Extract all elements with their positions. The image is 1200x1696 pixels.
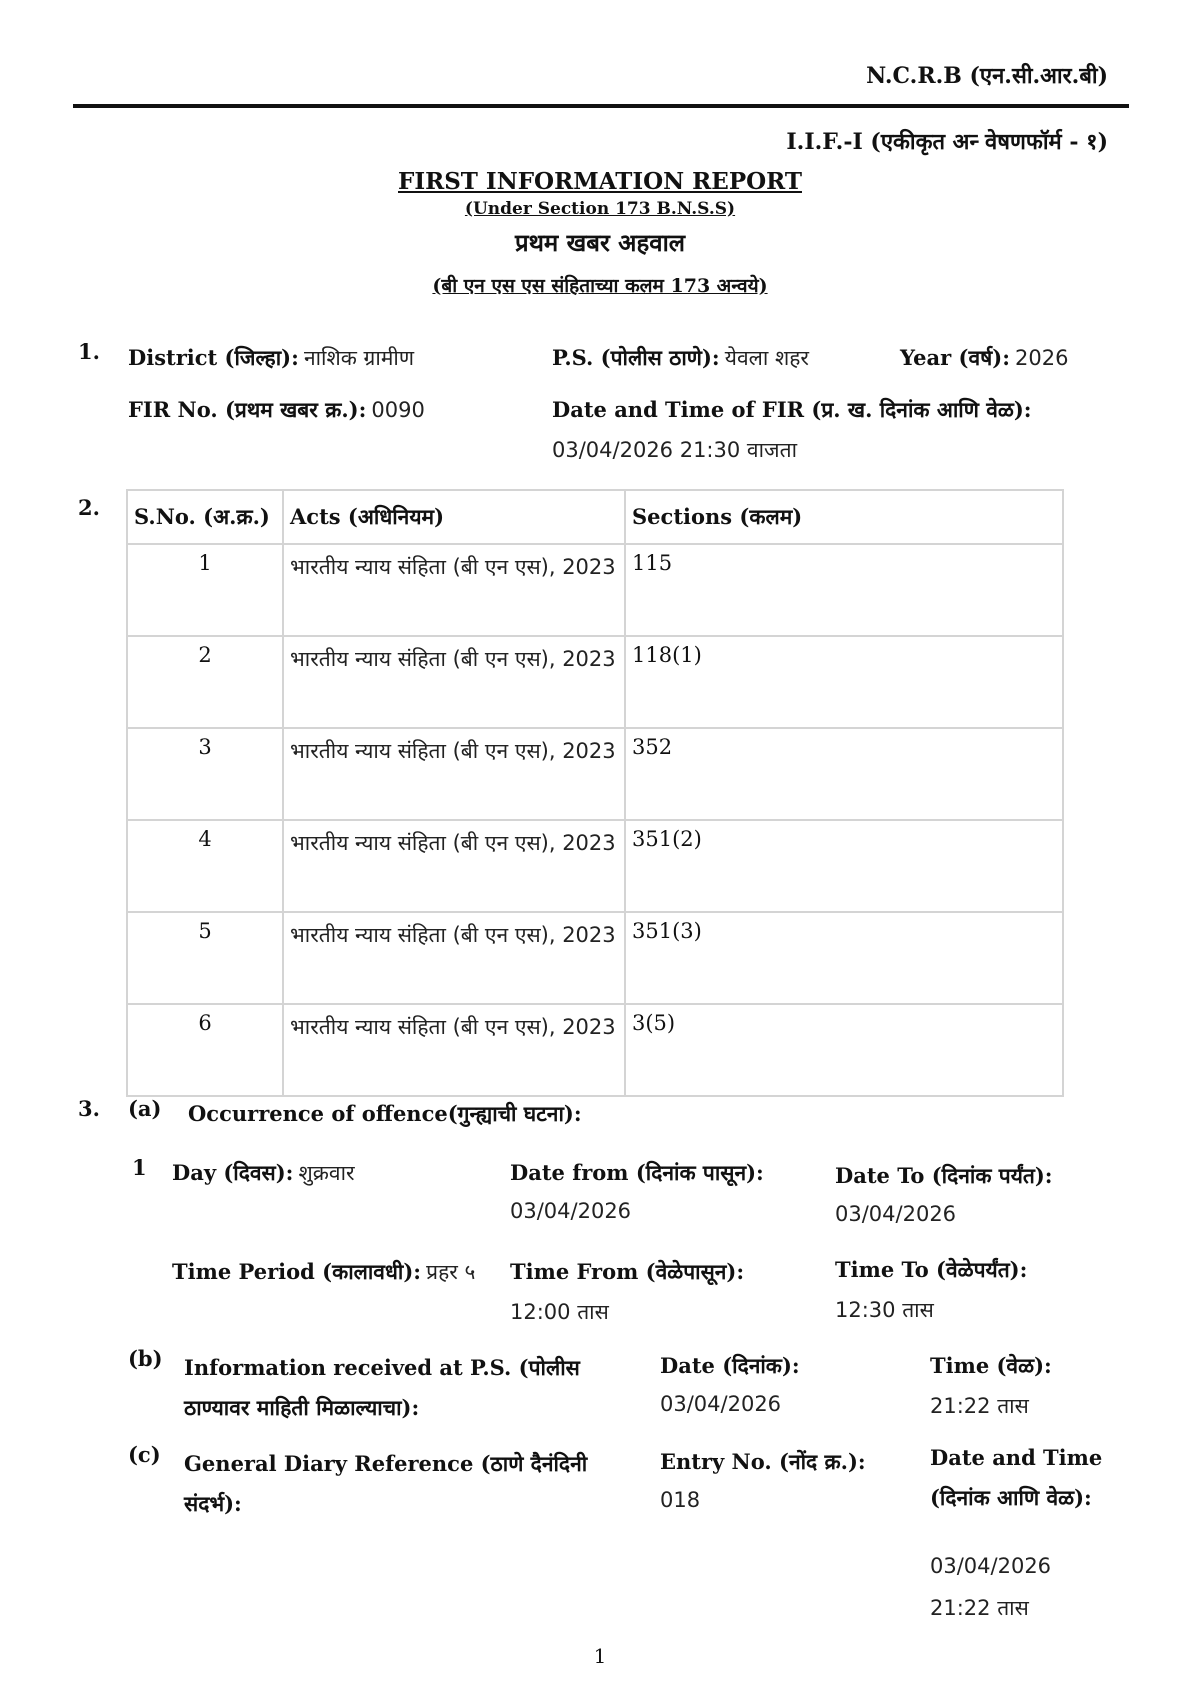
year-label: Year (वर्ष): (900, 345, 1010, 370)
item-a-marker: (a) (128, 1096, 162, 1121)
entry-no-value: 018 (660, 1488, 701, 1512)
time-from-label: Time From (वेळेपासून): (510, 1259, 745, 1284)
section-1-number: 1. (78, 339, 100, 364)
district-field (128, 344, 414, 372)
fir-datetime-value: 03/04/2026 21:30 वाजता (552, 438, 798, 462)
fir-datetime-label: Date and Time of FIR (प्र. ख. दिनांक आणि वेळ): (552, 397, 1032, 422)
date-to-value: 03/04/2026 (835, 1202, 957, 1226)
entry-no-label: Entry No. (नोंद क्र.): (660, 1449, 866, 1474)
section-2-number: 2. (78, 495, 100, 520)
info-time-label: Time (वेळ): (930, 1353, 1052, 1378)
fir-value: 0090 (371, 398, 425, 422)
row-sno: 1 (127, 544, 283, 636)
year-value: 2026 (1015, 346, 1069, 370)
title-marathi: प्रथम खबर अहवाल (514, 228, 686, 257)
info-time-value: 21:22 तास (930, 1394, 1029, 1418)
ps-label: P.S. (पोलीस ठाणे): (552, 345, 720, 370)
info-received-label: Information received at P.S. (पोलीस ठाण्यावर माहिती मिळाल्याचा): (184, 1355, 580, 1420)
fir-field (128, 396, 425, 424)
item-b-marker: (b) (128, 1346, 163, 1371)
time-to-value: 12:30 तास (835, 1298, 934, 1322)
acts-table (126, 489, 1064, 1097)
time-from-value: 12:00 तास (510, 1300, 609, 1324)
table-row (127, 636, 1063, 728)
row-act: भारतीय न्याय संहिता (बी एन एस), 2023 (283, 912, 625, 1004)
row-section: 115 (625, 544, 1063, 636)
sno-header: S.No. (अ.क्र.) (127, 490, 283, 544)
table-row (127, 728, 1063, 820)
subtitle-english: (Under Section 173 B.N.S.S) (464, 199, 736, 219)
table-row (127, 544, 1063, 636)
table-header-row (127, 490, 1063, 544)
diary-datetime-label: Date and Time (दिनांक आणि वेळ): (930, 1445, 1103, 1510)
day-label: Day (दिवस): (172, 1160, 294, 1185)
row-sno: 5 (127, 912, 283, 1004)
sections-header: Sections (कलम) (625, 490, 1063, 544)
row-sno: 3 (127, 728, 283, 820)
ps-field (552, 344, 809, 372)
general-diary-label: General Diary Reference (ठाणे दैनंदिनी संदर्भ): (184, 1451, 588, 1516)
row-act: भारतीय न्याय संहिता (बी एन एस), 2023 (283, 820, 625, 912)
row-section: 3(5) (625, 1004, 1063, 1096)
info-date-value: 03/04/2026 (660, 1392, 782, 1416)
row-act: भारतीय न्याय संहिता (बी एन एस), 2023 (283, 636, 625, 728)
time-period-field (172, 1252, 482, 1294)
diary-date-value: 03/04/2026 (930, 1554, 1052, 1578)
table-row (127, 1004, 1063, 1096)
time-period-value: प्रहर ५ (426, 1260, 476, 1284)
ncrb-header: N.C.R.B (एन.सी.आर.बी) (866, 63, 1108, 89)
title-english: FIRST INFORMATION REPORT (398, 168, 802, 195)
row-section: 352 (625, 728, 1063, 820)
info-date-label: Date (दिनांक): (660, 1353, 800, 1378)
acts-header: Acts (अधिनियम) (283, 490, 625, 544)
day-value: शुक्रवार (298, 1161, 355, 1185)
diary-time-value: 21:22 तास (930, 1596, 1029, 1620)
item-c-marker: (c) (128, 1442, 161, 1467)
district-value: नाशिक ग्रामीण (303, 346, 415, 370)
time-to-label: Time To (वेळेपर्यंत): (835, 1257, 1028, 1282)
date-to-label: Date To (दिनांक पर्यंत): (835, 1163, 1053, 1188)
page-number: 1 (593, 1644, 607, 1668)
row-section: 118(1) (625, 636, 1063, 728)
row-act: भारतीय न्याय संहिता (बी एन एस), 2023 (283, 1004, 625, 1096)
row-sno: 6 (127, 1004, 283, 1096)
date-from-label: Date from (दिनांक पासून): (510, 1160, 764, 1185)
row-sno: 2 (127, 636, 283, 728)
row-act: भारतीय न्याय संहिता (बी एन एस), 2023 (283, 544, 625, 636)
row-section: 351(2) (625, 820, 1063, 912)
date-from-value: 03/04/2026 (510, 1199, 632, 1223)
occurrence-item-number: 1 (132, 1155, 147, 1180)
day-field (172, 1159, 355, 1187)
subtitle-marathi: (बी एन एस एस संहिताच्या कलम 173 अन्वये) (432, 275, 768, 297)
fir-label: FIR No. (प्रथम खबर क्र.): (128, 397, 367, 422)
section-3-number: 3. (78, 1096, 100, 1121)
occurrence-label: Occurrence of offence(गुन्ह्याची घटना): (188, 1101, 582, 1126)
row-act: भारतीय न्याय संहिता (बी एन एस), 2023 (283, 728, 625, 820)
table-row (127, 820, 1063, 912)
district-label: District (जिल्हा): (128, 345, 299, 370)
row-section: 351(3) (625, 912, 1063, 1004)
iif-title: I.I.F.-I (एकीकृत अन्‍ वेषणफॉर्म - १) (786, 129, 1108, 155)
ps-value: येवला शहर (724, 346, 809, 370)
row-sno: 4 (127, 820, 283, 912)
time-period-label: Time Period (कालावधी): (172, 1259, 422, 1284)
table-row (127, 912, 1063, 1004)
header-rule (73, 104, 1129, 108)
year-field (900, 344, 1069, 372)
